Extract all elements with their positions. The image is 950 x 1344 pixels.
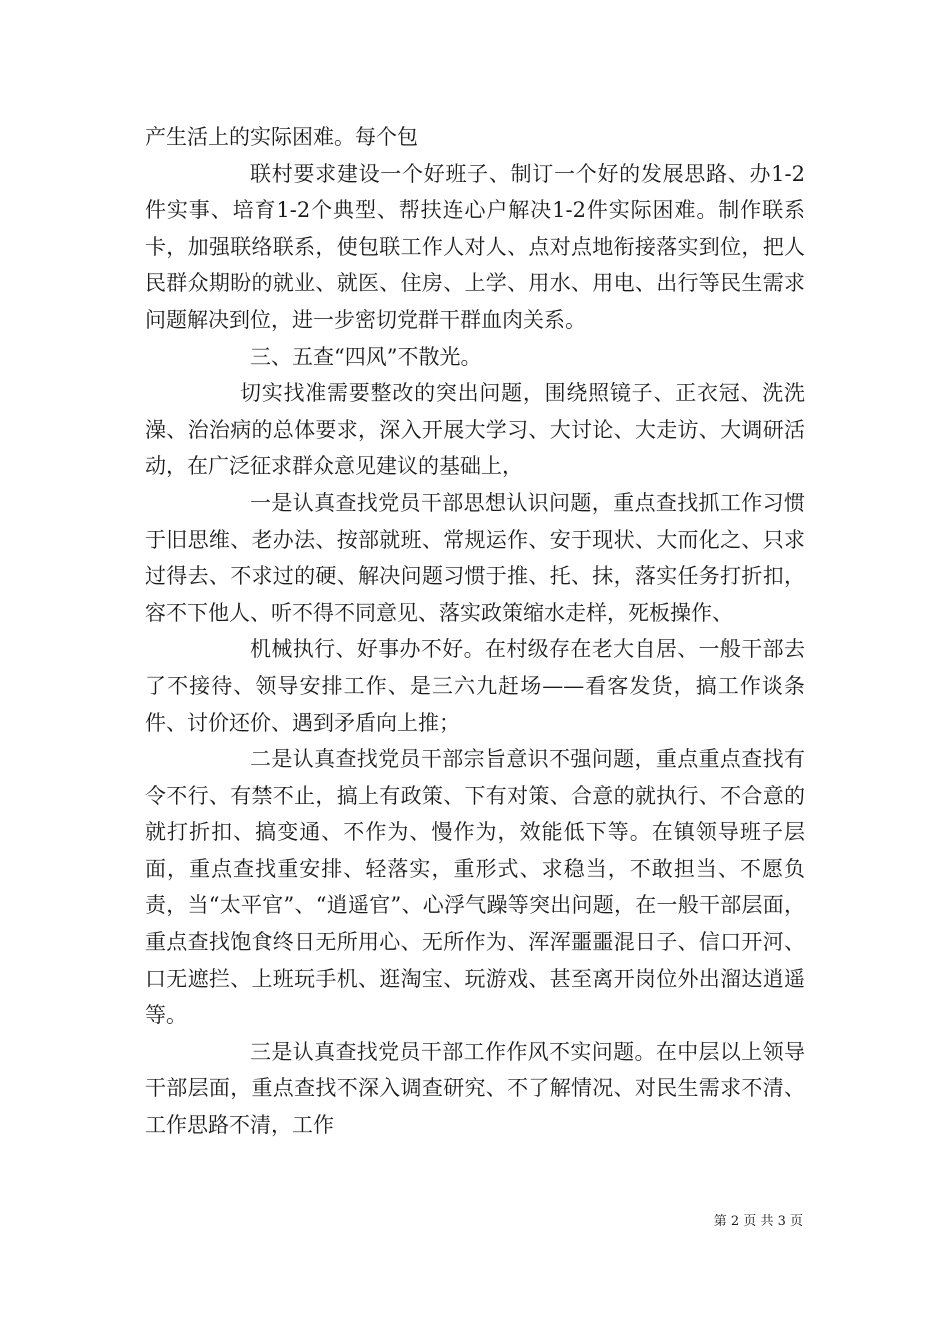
paragraph: 产生活上的实际困难。每个包 [145,125,418,149]
paragraph: 切实找准需要整改的突出问题，围绕照镜子、正衣冠、洗洗澡、治治病的总体要求，深入开展大学习、大讨论、大走访、大调研活动，在广泛征求群众意见建议的基础上， [145,381,805,479]
paragraph: 二是认真查找党员干部宗旨意识不强问题，重点重点查找有令不行、有禁不止，搞上有政策、下有对策、合意的就执行、不合意的就打折扣、搞变通、不作为、慢作为，效能低下等。在镇领导班子层面，重点查找重安排、轻落实，重形式、求稳当，不敢担当、不愿负责，当“太平官”、“逍遥官”、心浮气躁等突出问题，在一般干部层面，重点查找饱食终日无所用心、无所作为、浑浑噩噩混日子、信口开河、口无遮拦、上班玩手机、逛淘宝、玩游戏、甚至离开岗位外出溜达逍遥等。 [145,747,805,1028]
paragraph: 一是认真查找党员干部思想认识问题，重点查找抓工作习惯于旧思维、老办法、按部就班、常规运作、安于现状、大而化之、只求过得去、不求过的硬、解决问题习惯于推、托、抹，落实任务打折扣，容不下他人、听不得不同意见、落实政策缩水走样，死板操作、 [145,490,805,625]
section-heading: 三、五查“四风”不散光。 [250,344,482,369]
paragraph: 三是认真查找党员干部工作作风不实问题。在中层以上领导干部层面，重点查找不深入调查研究、不了解情况、对民生需求不清、工作思路不清，工作 [145,1039,805,1138]
paragraph: 联村要求建设一个好班子、制订一个好的发展思路、办1-2件实事、培育1-2个典型、帮扶连心户解决1-2件实际困难。制作联系卡，加强联络联系，使包联工作人对人、点对点地衔接落实到位，把人民群众期盼的就业、就医、住房、上学、用水、用电、出行等民生需求问题解决到位，进一步密切党群干群血肉关系。 [145,161,805,332]
page-number-footer: 第 2 页 共 3 页 [713,1214,803,1229]
document-body [145,119,805,1144]
paragraph: 机械执行、好事办不好。在村级存在老大自居、一般干部去了不接待、领导安排工作、是三六九赶场——看客发货，搞工作谈条件、讨价还价、遇到矛盾向上推； [145,637,805,735]
